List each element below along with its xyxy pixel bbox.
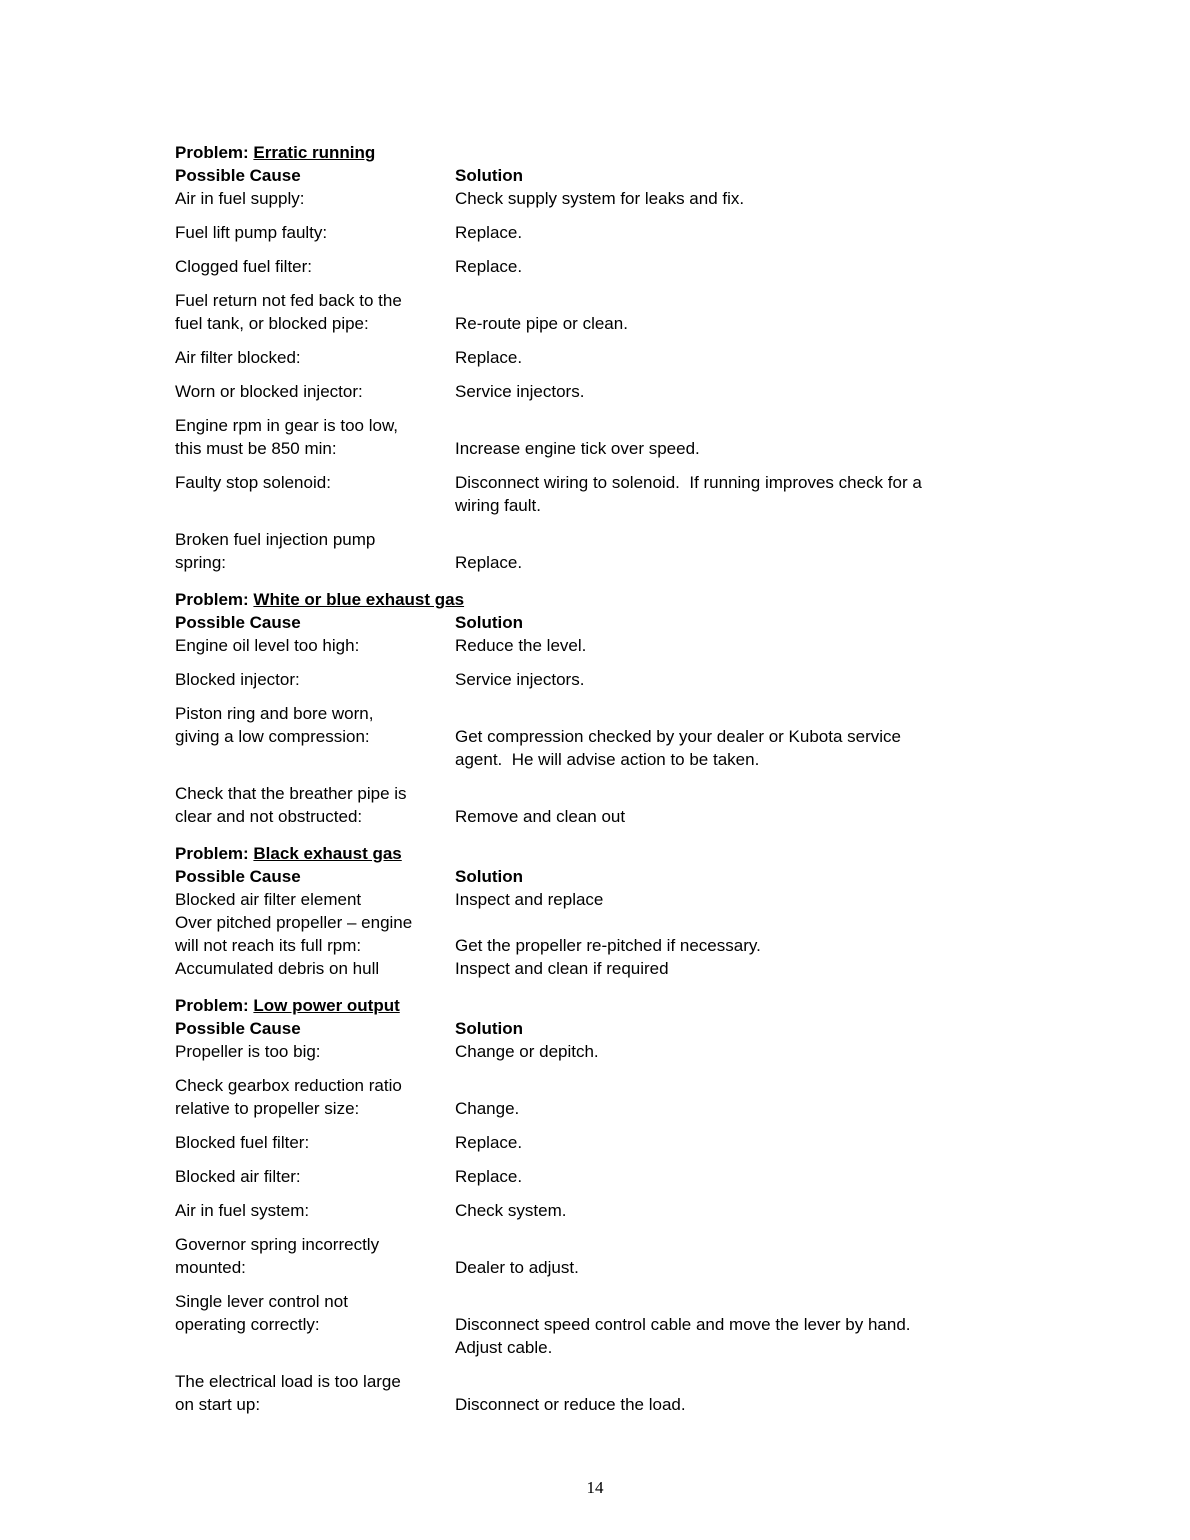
problem-label: Problem: (175, 590, 254, 609)
cause-solution-row (175, 1370, 1020, 1416)
problem-title: White or blue exhaust gas (253, 590, 465, 609)
solution-line: Check supply system for leaks and fix. (455, 189, 745, 208)
cause-line: Single lever control not (175, 1292, 348, 1311)
solution-cell (455, 1370, 1020, 1416)
problem-heading (175, 141, 1020, 164)
solution-line: Service injectors. (455, 670, 585, 689)
solution-line: agent. He will advise action to be taken. (455, 750, 760, 769)
solution-cell (455, 528, 1020, 574)
solution-cell (455, 1290, 1020, 1359)
solution-header: Solution (455, 1019, 523, 1038)
cause-line: Fuel lift pump faulty: (175, 223, 328, 242)
cause-line: Engine rpm in gear is too low, (175, 416, 399, 435)
column-headers (175, 611, 1020, 634)
cause-line: Engine oil level too high: (175, 636, 360, 655)
solution-cell (455, 1199, 1020, 1222)
problem-heading (175, 842, 1020, 865)
cause-solution-row (175, 471, 1020, 517)
cause-line: Fuel return not fed back to the (175, 291, 402, 310)
solution-cell (455, 221, 1020, 244)
solution-line: Inspect and replace (455, 890, 604, 909)
solution-line: Inspect and clean if required (455, 959, 669, 978)
problem-title: Erratic running (253, 143, 376, 162)
cause-line: Propeller is too big: (175, 1042, 321, 1061)
solution-line: Disconnect wiring to solenoid. If running improves check for a (455, 473, 922, 492)
solution-line: Disconnect or reduce the load. (455, 1395, 686, 1414)
solution-cell (455, 289, 1020, 335)
cause-cell (175, 1074, 455, 1120)
cause-line: Over pitched propeller – engine (175, 913, 413, 932)
cause-cell (175, 1370, 455, 1416)
solution-cell (455, 414, 1020, 460)
possible-cause-header: Possible Cause (175, 1019, 301, 1038)
cause-solution-row (175, 702, 1020, 771)
cause-cell (175, 634, 455, 657)
solution-cell (455, 380, 1020, 403)
solution-line: Replace. (455, 1133, 523, 1152)
cause-solution-row (175, 380, 1020, 403)
cause-cell (175, 957, 455, 980)
cause-cell (175, 380, 455, 403)
cause-solution-row (175, 1233, 1020, 1279)
cause-line: giving a low compression: (175, 727, 370, 746)
solution-line: Check system. (455, 1201, 567, 1220)
solution-header: Solution (455, 613, 523, 632)
problem-label: Problem: (175, 143, 254, 162)
solution-line: Replace. (455, 257, 523, 276)
cause-line: on start up: (175, 1395, 261, 1414)
cause-line: operating correctly: (175, 1315, 320, 1334)
solution-line: Replace. (455, 553, 523, 572)
cause-cell (175, 528, 455, 574)
solution-cell (455, 668, 1020, 691)
cause-line: mounted: (175, 1258, 246, 1277)
cause-line: Air in fuel system: (175, 1201, 310, 1220)
cause-cell (175, 1165, 455, 1188)
cause-solution-row (175, 414, 1020, 460)
solution-line: Replace. (455, 223, 523, 242)
cause-line: Air in fuel supply: (175, 189, 305, 208)
cause-cell (175, 255, 455, 278)
cause-solution-row (175, 221, 1020, 244)
solution-cell (455, 634, 1020, 657)
cause-line: The electrical load is too large (175, 1372, 401, 1391)
cause-line: Blocked air filter: (175, 1167, 301, 1186)
solution-cell (455, 702, 1020, 771)
solution-line: Disconnect speed control cable and move the lever by hand. (455, 1315, 911, 1334)
cause-line: Blocked fuel filter: (175, 1133, 310, 1152)
solution-line: wiring fault. (455, 496, 541, 515)
problem-label: Problem: (175, 996, 254, 1015)
solution-cell (455, 471, 1020, 517)
possible-cause-header: Possible Cause (175, 867, 301, 886)
cause-line: this must be 850 min: (175, 439, 337, 458)
solution-line: Change. (455, 1099, 520, 1118)
solution-cell (455, 255, 1020, 278)
cause-solution-row (175, 668, 1020, 691)
cause-cell (175, 187, 455, 210)
cause-solution-row (175, 346, 1020, 369)
cause-solution-row (175, 1290, 1020, 1359)
solution-cell (455, 1165, 1020, 1188)
cause-cell (175, 289, 455, 335)
cause-line: Worn or blocked injector: (175, 382, 363, 401)
cause-solution-row (175, 1074, 1020, 1120)
cause-solution-row (175, 634, 1020, 657)
solution-cell (455, 1074, 1020, 1120)
cause-line: Blocked air filter element (175, 890, 362, 909)
column-headers (175, 164, 1020, 187)
solution-line: Adjust cable. (455, 1338, 553, 1357)
column-headers (175, 1017, 1020, 1040)
cause-solution-row (175, 255, 1020, 278)
cause-cell (175, 1131, 455, 1154)
cause-cell (175, 346, 455, 369)
problem-label: Problem: (175, 844, 254, 863)
cause-cell (175, 414, 455, 460)
solution-cell (455, 187, 1020, 210)
cause-line: will not reach its full rpm: (175, 936, 362, 955)
solution-cell (455, 957, 1020, 980)
solution-line: Replace. (455, 348, 523, 367)
cause-line: Blocked injector: (175, 670, 300, 689)
solution-line: Dealer to adjust. (455, 1258, 579, 1277)
cause-solution-row (175, 528, 1020, 574)
cause-cell (175, 1290, 455, 1336)
solution-line: Get the propeller re-pitched if necessary. (455, 936, 761, 955)
cause-line: Piston ring and bore worn, (175, 704, 374, 723)
cause-solution-row (175, 289, 1020, 335)
cause-solution-row (175, 782, 1020, 828)
cause-solution-row (175, 957, 1020, 980)
solution-header: Solution (455, 867, 523, 886)
cause-solution-row (175, 1040, 1020, 1063)
cause-line: fuel tank, or blocked pipe: (175, 314, 369, 333)
cause-cell (175, 471, 455, 494)
column-headers (175, 865, 1020, 888)
problem-title: Low power output (253, 996, 400, 1015)
cause-cell (175, 782, 455, 828)
cause-cell (175, 1233, 455, 1279)
solution-line: Re-route pipe or clean. (455, 314, 628, 333)
solution-cell (455, 911, 1020, 957)
solution-cell (455, 782, 1020, 828)
cause-line: Faulty stop solenoid: (175, 473, 331, 492)
troubleshooting-section-2 (175, 842, 1020, 980)
cause-line: clear and not obstructed: (175, 807, 363, 826)
solution-cell (455, 888, 1020, 911)
cause-cell (175, 668, 455, 691)
cause-line: Broken fuel injection pump (175, 530, 376, 549)
problem-heading (175, 994, 1020, 1017)
cause-line: Air filter blocked: (175, 348, 301, 367)
possible-cause-header: Possible Cause (175, 613, 301, 632)
cause-line: Check that the breather pipe is (175, 784, 407, 803)
solution-line: Reduce the level. (455, 636, 587, 655)
solution-cell (455, 1233, 1020, 1279)
problem-heading (175, 588, 1020, 611)
troubleshooting-section-3 (175, 994, 1020, 1416)
cause-line: spring: (175, 553, 227, 572)
cause-cell (175, 1040, 455, 1063)
sections-container (175, 141, 1020, 1416)
cause-solution-row (175, 1165, 1020, 1188)
cause-line: Governor spring incorrectly (175, 1235, 380, 1254)
solution-cell (455, 1131, 1020, 1154)
cause-cell (175, 1199, 455, 1222)
problem-title: Black exhaust gas (253, 844, 402, 863)
cause-cell (175, 221, 455, 244)
solution-cell (455, 346, 1020, 369)
cause-cell (175, 888, 455, 911)
cause-cell (175, 911, 455, 957)
solution-header: Solution (455, 166, 523, 185)
cause-solution-row (175, 911, 1020, 957)
solution-line: Get compression checked by your dealer or Kubota service (455, 727, 902, 746)
solution-line: Increase engine tick over speed. (455, 439, 700, 458)
troubleshooting-section-0 (175, 141, 1020, 574)
cause-line: relative to propeller size: (175, 1099, 360, 1118)
solution-line: Remove and clean out (455, 807, 626, 826)
troubleshooting-section-1 (175, 588, 1020, 828)
cause-solution-row (175, 1199, 1020, 1222)
possible-cause-header: Possible Cause (175, 166, 301, 185)
solution-cell (455, 1040, 1020, 1063)
cause-line: Clogged fuel filter: (175, 257, 313, 276)
cause-cell (175, 702, 455, 748)
solution-line: Replace. (455, 1167, 523, 1186)
page-number: 14 (586, 1478, 604, 1497)
solution-line: Service injectors. (455, 382, 585, 401)
cause-solution-row (175, 1131, 1020, 1154)
cause-line: Check gearbox reduction ratio (175, 1076, 402, 1095)
cause-solution-row (175, 888, 1020, 911)
solution-line: Change or depitch. (455, 1042, 599, 1061)
cause-line: Accumulated debris on hull (175, 959, 380, 978)
cause-solution-row (175, 187, 1020, 210)
